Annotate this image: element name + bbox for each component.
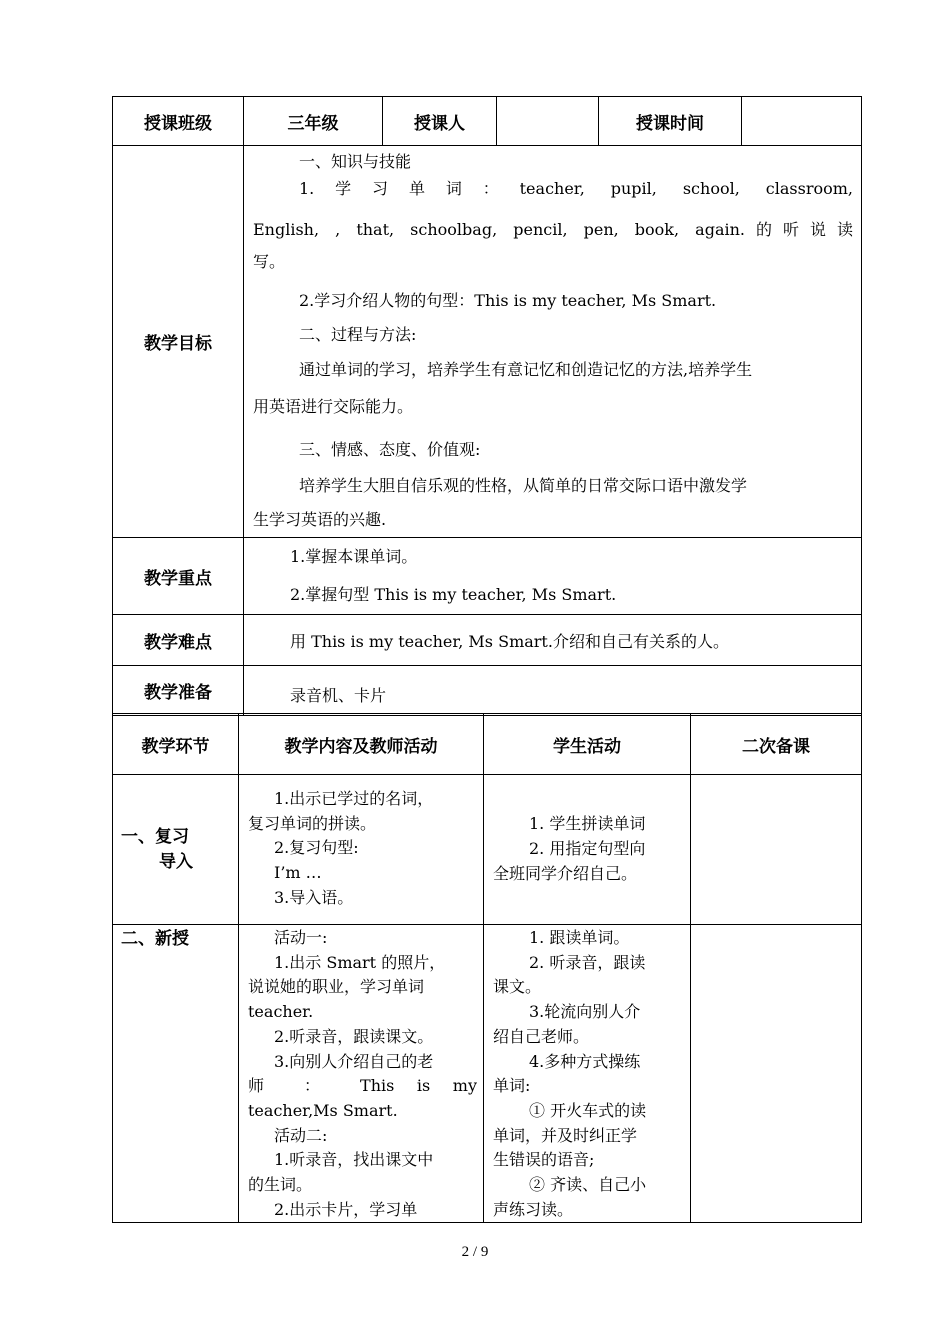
stage-2-teacher-line: 2.听录音，跟读课文。 xyxy=(274,1026,434,1046)
objective-item-2: 2.学习介绍人物的句型：This is my teacher, Ms Smart. xyxy=(299,291,717,310)
difficulties-content: 用 This is my teacher, Ms Smart.介绍和自己有关系的人。 xyxy=(244,615,862,666)
process-header-row xyxy=(113,714,862,775)
stage-2-second-prep xyxy=(691,925,862,1223)
preparation-row xyxy=(113,666,862,716)
stage-1-student xyxy=(484,775,691,925)
time-label: 授课时间 xyxy=(599,97,742,146)
objective-section-1-title: 一、知识与技能 xyxy=(299,152,412,171)
teacher-activity-header: 教学内容及教师活动 xyxy=(239,714,484,775)
stage-2-teacher-line: 2.出示卡片，学习单 xyxy=(274,1199,418,1219)
stage-2-teacher-line: teacher. xyxy=(248,1002,314,1022)
stage-1-row xyxy=(113,775,862,925)
time-value xyxy=(742,97,862,146)
lesson-info-table xyxy=(112,96,862,716)
key-points-row xyxy=(113,538,862,615)
objective-section-2-line-a: 通过单词的学习，培养学生有意记忆和创造记忆的方法,培养学生 xyxy=(299,360,753,379)
stage-1-student-line: 1. 学生拼读单词 xyxy=(529,814,646,834)
stage-1-student-line: 2. 用指定句型向 xyxy=(529,839,646,859)
key-point-2: 2.掌握句型 This is my teacher, Ms Smart. xyxy=(290,585,617,604)
stage-header: 教学环节 xyxy=(113,714,239,775)
stage-2-student-line: 单词: xyxy=(493,1076,531,1096)
stage-2-student-line: 3.轮流向别人介 xyxy=(529,1002,641,1022)
stage-1-student-line: 全班同学介绍自己。 xyxy=(493,863,638,883)
stage-2-student-line: ① 开火车式的读 xyxy=(529,1100,647,1120)
stage-1-teacher-line: I’m … xyxy=(274,863,322,883)
stage-1-teacher-line: 2.复习句型: xyxy=(274,838,359,858)
stage-2-teacher-line: 说说她的职业，学习单词 xyxy=(248,977,425,997)
stage-2-student-line: 4.多种方式操练 xyxy=(529,1051,641,1071)
stage-2-student xyxy=(484,925,691,1223)
objective-section-2-title: 二、过程与方法: xyxy=(299,325,417,344)
stage-2-student-line: 生错误的语音; xyxy=(493,1150,595,1170)
stage-2-name: 二、新授 xyxy=(113,925,239,1223)
stage-2-teacher-line: 师 ： This is my xyxy=(248,1076,477,1096)
stage-1-second-prep xyxy=(691,775,862,925)
header-row xyxy=(113,97,862,146)
stage-2-student-line: 声练习读。 xyxy=(493,1199,574,1219)
stage-2-student-line: ② 齐读、自己小 xyxy=(529,1175,647,1195)
objective-section-3-line-a: 培养学生大胆自信乐观的性格，从简单的日常交际口语中激发学 xyxy=(299,476,748,495)
preparation-content: 录音机、卡片 xyxy=(244,666,862,716)
stage-2-teacher-line: teacher,Ms Smart. xyxy=(248,1100,398,1120)
objectives-label: 教学目标 xyxy=(113,146,244,538)
stage-2-teacher xyxy=(239,925,484,1223)
key-points-label: 教学重点 xyxy=(113,538,244,615)
teacher-label: 授课人 xyxy=(383,97,497,146)
teacher-value xyxy=(497,97,599,146)
difficulties-row xyxy=(113,615,862,666)
stage-1-teacher xyxy=(239,775,484,925)
class-label: 授课班级 xyxy=(113,97,244,146)
class-value: 三年级 xyxy=(244,97,383,146)
student-activity-header: 学生活动 xyxy=(484,714,691,775)
stage-1-name xyxy=(113,775,239,925)
stage-2-row xyxy=(113,925,862,1223)
second-prep-header: 二次备课 xyxy=(691,714,862,775)
stage-1-teacher-line: 1.出示已学过的名词， xyxy=(274,789,434,808)
stage-2-student-line: 课文。 xyxy=(493,977,542,997)
objectives-row xyxy=(113,146,862,538)
stage-1-name-b: 导入 xyxy=(159,851,193,872)
page-number: 2 / 9 xyxy=(461,1244,489,1260)
objective-item-1c: 写。 xyxy=(253,252,286,271)
teaching-process-table xyxy=(112,713,862,1223)
objective-item-1a: 1.学习单词：teacher, pupil, school, classroom, xyxy=(299,179,853,198)
stage-2-teacher-line: 3.向别人介绍自己的老 xyxy=(274,1051,434,1071)
difficulties-label: 教学难点 xyxy=(113,615,244,666)
stage-2-student-line: 绍自己老师。 xyxy=(493,1026,590,1046)
stage-2-teacher-line: 活动二: xyxy=(274,1125,328,1145)
key-points-content xyxy=(244,538,862,615)
stage-2-teacher-line: 的生词。 xyxy=(248,1175,313,1195)
stage-2-teacher-line: 活动一: xyxy=(274,928,328,947)
stage-2-student-line: 1. 跟读单词。 xyxy=(529,928,630,947)
objective-section-3-title: 三、情感、态度、价值观: xyxy=(299,440,481,459)
preparation-label: 教学准备 xyxy=(113,666,244,716)
stage-1-teacher-line: 复习单词的拼读。 xyxy=(248,813,377,833)
objective-section-2-line-b: 用英语进行交际能力。 xyxy=(253,397,414,416)
stage-2-teacher-line: 1.出示 Smart 的照片， xyxy=(274,952,446,972)
key-point-1: 1.掌握本课单词。 xyxy=(290,547,418,566)
stage-2-teacher-line: 1.听录音，找出课文中 xyxy=(274,1150,434,1170)
stage-2-student-line: 2. 听录音，跟读 xyxy=(529,952,646,972)
objective-section-3-line-b: 生学习英语的兴趣. xyxy=(253,510,387,529)
objectives-content xyxy=(244,146,862,538)
stage-2-student-line: 单词，并及时纠正学 xyxy=(493,1125,638,1145)
objective-item-1b: English, , that, schoolbag, pencil, pen, book, again.的听说读 xyxy=(253,220,853,239)
stage-1-name-a: 一、复习 xyxy=(121,826,189,847)
stage-1-teacher-line: 3.导入语。 xyxy=(274,887,354,907)
